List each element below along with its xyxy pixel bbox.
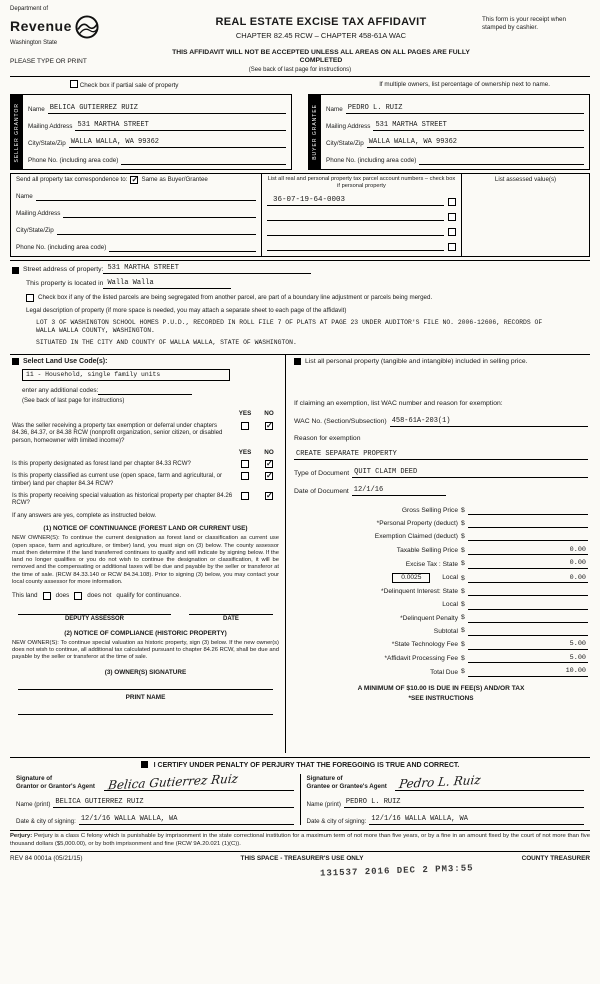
excise-tax-local-label: Local bbox=[442, 573, 458, 581]
reason-exemption-input[interactable]: CREATE SEPARATE PROPERTY bbox=[294, 450, 588, 460]
form-chapter: CHAPTER 82.45 RCW – CHAPTER 458-61A WAC bbox=[235, 30, 407, 40]
grantor-date-city-input[interactable]: 12/1/16 WALLA WALLA, WA bbox=[79, 815, 294, 825]
corr-csz-input[interactable] bbox=[57, 225, 256, 235]
personal-property-deduct-label: *Personal Property (deduct) bbox=[376, 519, 458, 527]
q4-yes-checkbox[interactable] bbox=[241, 492, 249, 500]
gross-selling-price-label: Gross Selling Price bbox=[401, 506, 458, 514]
perjury-notice bbox=[10, 830, 590, 848]
parcel-box-header: List all real and personal property tax parcel account numbers – check box if personal property bbox=[267, 176, 456, 190]
grantor-name-print-input[interactable]: BELICA GUTIERREZ RUIZ bbox=[53, 798, 293, 808]
q4-no-checkbox[interactable]: ✓ bbox=[266, 490, 273, 500]
question-historic-property: Is this property receiving special valuation as historical property per chapter 84.26 RCW? bbox=[12, 491, 233, 507]
notice-compliance-body: NEW OWNER(S): To continue special valuation as historic property, sign (3) below. If the new owner(s) does not wish to continue, all additional tax calculated pursuant to chapter 84.26 RCW, shall be due and payable by the seller or transferor at the time of sale. bbox=[12, 639, 279, 661]
total-due-value[interactable]: 10.00 bbox=[468, 667, 588, 676]
grantee-date-city-label: Date & city of signing: bbox=[306, 817, 367, 825]
form-revision-number: REV 84 0001a (05/21/15) bbox=[10, 855, 83, 863]
subtotal-value[interactable] bbox=[468, 627, 588, 636]
q2-no-checkbox[interactable]: ✓ bbox=[266, 459, 273, 469]
buyer-grantee-vertical-label: BUYER GRANTEE bbox=[311, 104, 318, 161]
grantee-signature-script: Pedro L. Ruiz bbox=[397, 773, 481, 792]
land-use-column bbox=[10, 355, 286, 753]
dept-name: Revenue bbox=[10, 17, 72, 34]
section-marker-icon bbox=[12, 267, 19, 274]
additional-codes-label: enter any additional codes: bbox=[22, 387, 99, 395]
tax-correspondence-box bbox=[10, 173, 262, 257]
partial-sale-checkbox[interactable] bbox=[70, 80, 78, 88]
buyer-csz-input[interactable]: WALLA WALLA, WA 99362 bbox=[367, 138, 584, 148]
doc-type-label: Type of Document bbox=[294, 469, 350, 477]
same-as-buyer-checkbox[interactable]: ✓ bbox=[131, 175, 139, 185]
legal-description-text[interactable]: LOT 3 OF WASHINGTON SCHOOL HOMES P.U.D., RECORDED IN ROLL FILE 7 OF PLATS AT PAGE 23 UNDER AUDITOR'S FILE NO. 2006-12606, RECORDS OF WALLA WALLA COUNTY, WASHINGTON. bbox=[36, 318, 543, 334]
form-title: REAL ESTATE EXCISE TAX AFFIDAVIT bbox=[215, 16, 427, 28]
dept-line1: Department of bbox=[10, 6, 49, 12]
minimum-due-note: A MINIMUM OF $10.00 IS DUE IN FEE(S) AND/OR TAX bbox=[357, 684, 525, 692]
grantee-date-city-input[interactable]: 12/1/16 WALLA WALLA, WA bbox=[369, 815, 584, 825]
personal-property-checkbox-2[interactable] bbox=[448, 213, 456, 221]
grantor-date-city-label: Date & city of signing: bbox=[16, 817, 76, 825]
question-current-use: Is this property classified as current use (open space, farm and agricultural, or timber) land per chapter 84.34 RCW? bbox=[12, 472, 222, 487]
seller-phone-label: Phone No. (including area code) bbox=[28, 157, 119, 165]
wac-number-label: WAC No. (Section/Subsection) bbox=[294, 418, 387, 426]
personal-property-deduct-input[interactable] bbox=[468, 519, 588, 528]
seller-grantor-sidebar bbox=[11, 95, 23, 169]
corr-phone-input[interactable] bbox=[109, 242, 256, 252]
yes-header-2: YES bbox=[238, 448, 252, 456]
total-due-label: Total Due bbox=[430, 668, 458, 676]
additional-codes-input[interactable] bbox=[98, 385, 192, 395]
certify-statement: I CERTIFY UNDER PENALTY OF PERJURY THAT THE FOREGOING IS TRUE AND CORRECT. bbox=[153, 761, 460, 769]
segregated-checkbox[interactable] bbox=[26, 294, 34, 302]
buyer-address-input[interactable]: 531 MARTHA STREET bbox=[373, 121, 584, 131]
section-marker-icon bbox=[141, 761, 148, 768]
gross-selling-price-input[interactable] bbox=[468, 506, 588, 515]
land-use-code-input[interactable]: 11 - Household, single family units bbox=[22, 369, 230, 381]
delinquent-interest-local-input[interactable] bbox=[468, 601, 588, 610]
buyer-phone-label: Phone No. (including area code) bbox=[326, 157, 417, 165]
parcel-number-input-2[interactable] bbox=[267, 211, 444, 221]
excise-tax-state-label: Excise Tax : State bbox=[405, 560, 458, 568]
does-not-label: does not bbox=[87, 592, 112, 600]
excise-tax-state-value[interactable]: 0.00 bbox=[468, 559, 588, 568]
if-yes-note: If any answers are yes, complete as instructed below. bbox=[12, 511, 157, 519]
partial-sale-row bbox=[70, 80, 178, 90]
multiple-owners-note: If multiple owners, list percentage of ownership next to name. bbox=[379, 81, 550, 89]
grantee-name-print-input[interactable]: PEDRO L. RUIZ bbox=[344, 798, 584, 808]
grantor-agent-label: Grantor or Grantor's Agent bbox=[16, 783, 95, 791]
corr-name-input[interactable] bbox=[36, 191, 256, 201]
does-not-qualify-checkbox[interactable] bbox=[74, 592, 82, 600]
affidavit-processing-fee-label: *Affidavit Processing Fee bbox=[384, 655, 458, 663]
located-in-input[interactable]: Walla Walla bbox=[103, 279, 231, 289]
taxable-selling-price-value[interactable]: 0.00 bbox=[468, 546, 588, 555]
doc-date-label: Date of Document bbox=[294, 487, 349, 495]
seller-csz-label: City/State/Zip bbox=[28, 140, 66, 148]
revenue-logo-icon bbox=[74, 14, 100, 40]
corr-csz-label: City/State/Zip bbox=[16, 227, 54, 235]
state-technology-fee-label: *State Technology Fee bbox=[391, 641, 458, 649]
does-label: does bbox=[55, 592, 70, 600]
seller-grantor-box bbox=[10, 94, 292, 170]
street-address-label: Street address of property: bbox=[23, 265, 104, 273]
treasurer-use-only-label: THIS SPACE - TREASURER'S USE ONLY bbox=[240, 855, 364, 863]
treasurer-date-stamp: 131537 2016 DEC 2 PM3:55 bbox=[319, 863, 474, 879]
certification-section bbox=[10, 757, 590, 826]
doc-date-input[interactable]: 12/1/16 bbox=[352, 486, 446, 496]
see-instructions-note: *SEE INSTRUCTIONS bbox=[408, 695, 474, 703]
located-in-label: This property is located in bbox=[26, 280, 104, 288]
delinquent-interest-state-input[interactable] bbox=[468, 587, 588, 596]
yes-header: YES bbox=[238, 409, 252, 417]
corr-name-label: Name bbox=[16, 193, 33, 201]
claiming-exemption-label: If claiming an exemption, list WAC number and reason for exemption: bbox=[294, 400, 503, 408]
county-treasurer-label: COUNTY TREASURER bbox=[521, 855, 590, 863]
legal-situated-text[interactable]: SITUATED IN THE CITY AND COUNTY OF WALLA WALLA, STATE OF WASHINGTON. bbox=[36, 338, 297, 346]
q3-yes-checkbox[interactable] bbox=[241, 472, 249, 480]
notice-continuance-title: (1) NOTICE OF CONTINUANCE (FOREST LAND OR CURRENT USE) bbox=[43, 525, 248, 533]
form-header bbox=[10, 6, 590, 77]
parcel-number-input-3[interactable] bbox=[267, 226, 444, 236]
tax-computation-block: Gross Selling Price $ *Personal Property (deduct) $ Exemption Claimed (deduct) $ Taxable Selling Price $ 0.00 Excise Tax : State $ 0.00 0.0025 Local $ 0.00 *Delinquent Interest: State $ Local $ *Delinquent Penalty $ Subtotal $ *State Technology Fee $ 5.00 *Affidavit Processing Fee $ 5.00 Total Due $ 10.00 bbox=[294, 506, 588, 677]
buyer-address-label: Mailing Address bbox=[326, 123, 371, 131]
street-address-input[interactable]: 531 MARTHA STREET bbox=[103, 264, 311, 274]
delinquent-interest-local-label: Local bbox=[442, 601, 458, 609]
excise-tax-local-value[interactable]: 0.00 bbox=[468, 574, 588, 583]
owners-signature-line[interactable] bbox=[18, 677, 273, 690]
buyer-phone-input[interactable] bbox=[419, 155, 584, 165]
see-back-note: (See back of last page for instructions) bbox=[248, 66, 352, 73]
grantor-name-print-label: Name (print) bbox=[16, 800, 51, 808]
local-rate-box: 0.0025 bbox=[392, 573, 430, 583]
grantor-signature-field[interactable] bbox=[104, 771, 294, 793]
question-forest-land: Is this property designated as forest land per chapter 84.33 RCW? bbox=[12, 460, 191, 468]
land-use-see-back: (See back of last page for instructions) bbox=[22, 398, 125, 405]
personal-property-checkbox-1[interactable] bbox=[448, 198, 456, 206]
property-description-section bbox=[10, 260, 590, 348]
exemption-claimed-input[interactable] bbox=[468, 532, 588, 541]
taxable-selling-price-label: Taxable Selling Price bbox=[396, 546, 458, 554]
corr-address-input[interactable] bbox=[63, 208, 256, 218]
print-name-line[interactable] bbox=[18, 702, 273, 715]
segregated-label: Check box if any of the listed parcels are being segregated from another parcel, are part of a boundary line adjustment or parcels being merged. bbox=[38, 293, 433, 301]
partial-sale-label: Check box if partial sale of property bbox=[79, 82, 179, 90]
same-as-buyer-label: Same as Buyer/Grantee bbox=[141, 176, 208, 184]
assessed-values-header: List assessed value(s) bbox=[494, 176, 557, 184]
buyer-csz-label: City/State/Zip bbox=[326, 140, 364, 148]
seller-phone-input[interactable] bbox=[121, 155, 286, 165]
exemption-claimed-label: Exemption Claimed (deduct) bbox=[374, 533, 458, 541]
buyer-grantee-sidebar bbox=[309, 95, 321, 169]
does-qualify-checkbox[interactable] bbox=[43, 592, 51, 600]
parcel-numbers-box bbox=[262, 173, 462, 257]
no-header-2: NO bbox=[264, 448, 274, 456]
buyer-grantee-box bbox=[308, 94, 590, 170]
corr-phone-label: Phone No. (including area code) bbox=[16, 244, 107, 252]
parcel-number-input[interactable]: 36-07-19-64-0003 bbox=[267, 196, 444, 206]
seller-address-label: Mailing Address bbox=[28, 123, 73, 131]
buyer-name-input[interactable]: PEDRO L. RUIZ bbox=[346, 104, 584, 114]
this-land-label: This land bbox=[12, 592, 38, 600]
type-or-print-note: PLEASE TYPE OR PRINT bbox=[10, 57, 87, 65]
grantee-signature-field[interactable] bbox=[395, 774, 585, 791]
personal-property-checkbox-3[interactable] bbox=[448, 228, 456, 236]
seller-address-input[interactable]: 531 MARTHA STREET bbox=[75, 121, 286, 131]
delinquent-penalty-input[interactable] bbox=[468, 614, 588, 623]
section-marker-icon bbox=[12, 358, 19, 365]
grantee-signature-of-label: Signature of bbox=[306, 775, 343, 783]
no-header: NO bbox=[264, 409, 274, 417]
parcel-number-input-4[interactable] bbox=[267, 241, 444, 251]
dept-state: Washington State bbox=[10, 39, 58, 46]
grantor-signature-script: Belica Gutierrez Ruiz bbox=[107, 771, 239, 793]
personal-property-header: List all personal property (tangible and intangible) included in selling price. bbox=[305, 357, 528, 365]
grantee-agent-label: Grantee or Grantee's Agent bbox=[306, 783, 387, 791]
perjury-label: Perjury: bbox=[10, 833, 33, 840]
grantee-signature-block bbox=[300, 774, 591, 825]
qualify-label: qualify for continuance. bbox=[116, 592, 182, 600]
deputy-assessor-date-line[interactable]: DATE bbox=[189, 614, 273, 624]
deputy-assessor-signature-line[interactable]: DEPUTY ASSESSOR bbox=[18, 614, 171, 624]
receipt-note: This form is your receipt when stamped by cashier. bbox=[482, 16, 566, 31]
subtotal-label: Subtotal bbox=[433, 627, 458, 635]
doc-type-input[interactable]: QUIT CLAIM DEED bbox=[352, 468, 588, 478]
legal-description-label: Legal description of property (if more space is needed, you may attach a separate sheet to each page of the affidavit) bbox=[26, 306, 347, 314]
form-footer bbox=[10, 851, 590, 891]
seller-name-label: Name bbox=[28, 106, 45, 114]
affidavit-processing-fee-value[interactable]: 5.00 bbox=[468, 654, 588, 663]
buyer-name-label: Name bbox=[326, 106, 343, 114]
reason-exemption-label: Reason for exemption bbox=[294, 434, 361, 442]
state-technology-fee-value[interactable]: 5.00 bbox=[468, 640, 588, 649]
wac-number-input[interactable]: 458-61A-203(1) bbox=[390, 417, 588, 427]
exemption-tax-column bbox=[286, 355, 590, 753]
notice-compliance-title: (2) NOTICE OF COMPLIANCE (HISTORIC PROPERTY) bbox=[64, 629, 227, 637]
owners-signature-heading: (3) OWNER(S) SIGNATURE bbox=[104, 669, 187, 677]
grantor-signature-block bbox=[10, 771, 300, 825]
print-name-heading: PRINT NAME bbox=[125, 694, 166, 702]
delinquent-interest-state-label: *Delinquent Interest: State bbox=[381, 588, 458, 596]
section-marker-icon bbox=[294, 358, 301, 365]
delinquent-penalty-label: *Delinquent Penalty bbox=[400, 614, 458, 622]
assessed-values-box bbox=[462, 173, 590, 257]
land-use-header: Select Land Use Code(s): bbox=[23, 357, 108, 365]
grantor-signature-of-label: Signature of bbox=[16, 775, 53, 783]
acceptance-warning: THIS AFFIDAVIT WILL NOT BE ACCEPTED UNLESS ALL AREAS ON ALL PAGES ARE FULLY COMPLETED bbox=[172, 49, 470, 65]
perjury-text: Perjury is a class C felony which is punishable by imprisonment in the state correctional institution for a maximum term of not more than five years, or by a fine in an amount fixed by the court of not more than five thousand dollars ($5,000.00), or by both imprisonment and fine (RCW 9A.20.021 (1)(C)). bbox=[10, 833, 590, 847]
q3-no-checkbox[interactable]: ✓ bbox=[266, 471, 273, 481]
notice-continuance-body: NEW OWNER(S): To continue the current designation as forest land or classification as current use (open space, farm and agriculture, or timber) land, you must sign on (3) below. The county assessor must then determine if the land transferred continues to qualify and will indicate by signing below. If the land no longer qualifies or you do not wish to continue the designation or classification, it will be removed and the compensating or additional taxes will be due and payable by the seller or transferor at the time of sale. (RCW 84.33.140 or RCW 84.34.108). Prior to signing (3) below, you may contact your local county assessor for more information. bbox=[12, 535, 279, 585]
question-exemption-deferral: Was the seller receiving a property tax exemption or deferral under chapters 84.36, 84.37, or 84.38 RCW (nonprofit organization, senior citizen, or disabled person, homeowner with limited income)? bbox=[12, 421, 223, 444]
correspondence-label: Send all property tax correspondence to: bbox=[16, 176, 128, 184]
seller-grantor-vertical-label: SELLER GRANTOR bbox=[13, 102, 20, 163]
dept-of-revenue-block bbox=[10, 6, 160, 47]
corr-address-label: Mailing Address bbox=[16, 210, 61, 218]
seller-name-input[interactable]: BELICA GUTIERREZ RUIZ bbox=[48, 104, 286, 114]
personal-property-checkbox-4[interactable] bbox=[448, 243, 456, 251]
q1-no-checkbox[interactable]: ✓ bbox=[266, 420, 273, 430]
grantee-name-print-label: Name (print) bbox=[306, 800, 341, 808]
q2-yes-checkbox[interactable] bbox=[241, 460, 249, 468]
q1-yes-checkbox[interactable] bbox=[241, 422, 249, 430]
seller-csz-input[interactable]: WALLA WALLA, WA 99362 bbox=[69, 138, 286, 148]
